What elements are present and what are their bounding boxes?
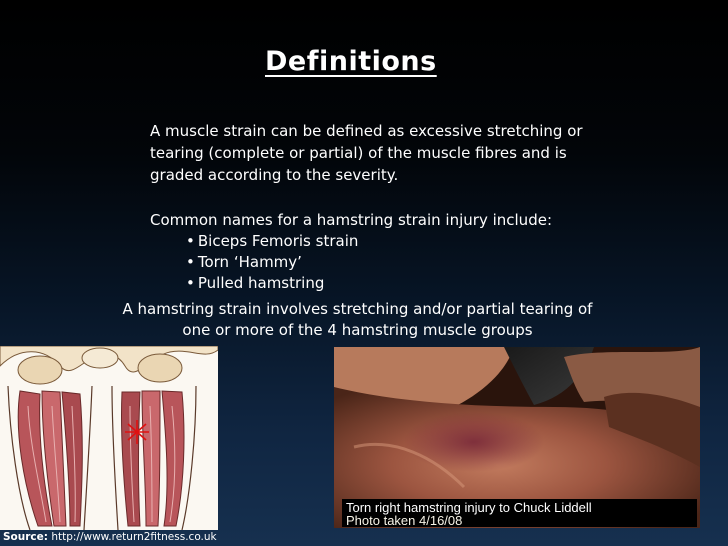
photo-caption-line1: Torn right hamstring injury to Chuck Liddell — [346, 500, 592, 515]
hamstring-description: A hamstring strain involves stretching and/or partial tearing of one or more of the 4 hamstring muscle groups — [122, 300, 593, 339]
source-label: Source: — [3, 531, 48, 543]
photo-caption-line2: Photo taken 4/16/08 — [346, 513, 463, 528]
bullet-item: • Torn ‘Hammy’ — [186, 252, 590, 273]
common-names-list — [150, 231, 590, 294]
definition-paragraph: A muscle strain can be defined as excessive stretching or tearing (complete or partial) of the muscle fibres and is graded according to the severity. — [150, 122, 583, 184]
anatomy-drawing — [0, 346, 218, 530]
bullet-item: • Biceps Femoris strain — [186, 231, 590, 252]
slide-title: Definitions — [265, 46, 437, 77]
injury-marker — [125, 420, 149, 444]
source-url[interactable]: http://www.return2fitness.co.uk — [51, 531, 217, 543]
photo-caption — [342, 499, 697, 527]
hamstring-anatomy-illustration — [0, 346, 218, 530]
injury-photo — [334, 347, 700, 528]
common-names-intro: Common names for a hamstring strain injury include: — [150, 211, 552, 229]
bullet-item: • Pulled hamstring — [186, 273, 590, 294]
common-names-block — [150, 209, 590, 294]
source-credit — [3, 530, 217, 544]
